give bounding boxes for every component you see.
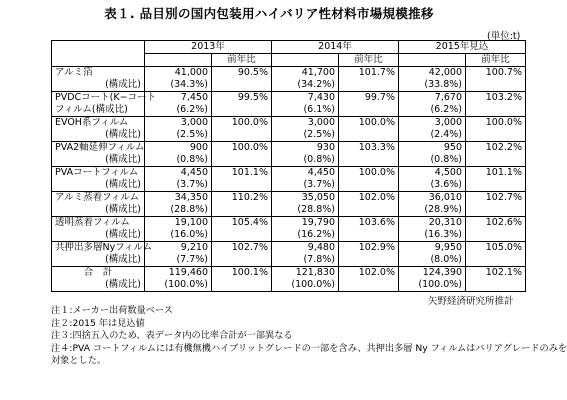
ratio-2013: 90.5% bbox=[212, 67, 272, 80]
item-name: アルミ蒸着フィルム bbox=[52, 192, 145, 205]
header-row-years bbox=[52, 41, 526, 54]
table-row-share bbox=[52, 129, 526, 142]
ratio-header-2013: 前年比 bbox=[212, 54, 272, 67]
header-corner bbox=[52, 41, 145, 54]
ratio-2014: 102.0% bbox=[339, 192, 399, 205]
ratio-blank-2013 bbox=[212, 279, 272, 292]
table-row-share bbox=[52, 279, 526, 292]
share-2015: (3.6%) bbox=[399, 179, 466, 192]
volume-2015: 3,000 bbox=[399, 117, 466, 130]
table-row-share bbox=[52, 179, 526, 192]
share-2015: (2.4%) bbox=[399, 129, 466, 142]
ratio-2013: 100.1% bbox=[212, 267, 272, 280]
ratio-2014: 102.0% bbox=[339, 267, 399, 280]
header-row-ratio bbox=[52, 54, 526, 67]
volume-2013: 900 bbox=[145, 142, 212, 155]
ratio-2014: 100.0% bbox=[339, 167, 399, 180]
table-row bbox=[52, 117, 526, 130]
table-row bbox=[52, 267, 526, 280]
ratio-blank-2013 bbox=[212, 104, 272, 117]
item-name: PVDCコート(K−コート bbox=[52, 92, 145, 105]
ratio-blank-2014 bbox=[339, 204, 399, 217]
share-label: (構成比) bbox=[52, 154, 145, 167]
footnote-4-continued: 対象とした。 bbox=[51, 355, 107, 366]
volume-2013: 9,210 bbox=[145, 242, 212, 255]
table-row-share bbox=[52, 154, 526, 167]
share-2013: (0.8%) bbox=[145, 154, 212, 167]
ratio-2014: 103.6% bbox=[339, 217, 399, 230]
share-2015: (28.9%) bbox=[399, 204, 466, 217]
volume-2013: 19,100 bbox=[145, 217, 212, 230]
volume-2015: 9,950 bbox=[399, 242, 466, 255]
share-2015: (16.3%) bbox=[399, 229, 466, 242]
ratio-header-2015: 前年比 bbox=[466, 54, 526, 67]
ratio-blank-2015 bbox=[466, 104, 526, 117]
ratio-blank-2015 bbox=[466, 154, 526, 167]
header-blank-2015 bbox=[399, 54, 466, 67]
ratio-2013: 101.1% bbox=[212, 167, 272, 180]
ratio-2013: 105.4% bbox=[212, 217, 272, 230]
ratio-2015: 100.7% bbox=[466, 67, 526, 80]
ratio-2015: 105.0% bbox=[466, 242, 526, 255]
ratio-2015: 102.2% bbox=[466, 142, 526, 155]
share-label: (構成比) bbox=[52, 179, 145, 192]
ratio-blank-2014 bbox=[339, 154, 399, 167]
item-name: 共押出多層Nyフィルム bbox=[52, 242, 145, 255]
volume-2014: 3,000 bbox=[272, 117, 339, 130]
volume-2013: 119,460 bbox=[145, 267, 212, 280]
table-title: 表１. 品目別の国内包装用ハイバリア性材料市場規模推移 bbox=[104, 6, 434, 21]
ratio-2015: 101.1% bbox=[466, 167, 526, 180]
share-2014: (28.8%) bbox=[272, 204, 339, 217]
item-name: PVAコートフィルム bbox=[52, 167, 145, 180]
ratio-2013: 100.0% bbox=[212, 142, 272, 155]
table-row bbox=[52, 192, 526, 205]
ratio-2013: 99.5% bbox=[212, 92, 272, 105]
table-row-share bbox=[52, 104, 526, 117]
share-2015: (100.0%) bbox=[399, 279, 466, 292]
ratio-blank-2013 bbox=[212, 79, 272, 92]
share-2013: (3.7%) bbox=[145, 179, 212, 192]
volume-2013: 41,000 bbox=[145, 67, 212, 80]
table-row bbox=[52, 92, 526, 105]
ratio-2014: 101.7% bbox=[339, 67, 399, 80]
item-name: アルミ箔 bbox=[52, 67, 145, 80]
ratio-header-2014: 前年比 bbox=[339, 54, 399, 67]
footnotes bbox=[51, 305, 567, 368]
ratio-blank-2014 bbox=[339, 229, 399, 242]
footnote-2: 注２:2015 年は見込値 bbox=[51, 317, 145, 329]
ratio-2014: 99.7% bbox=[339, 92, 399, 105]
header-blank-2013 bbox=[145, 54, 212, 67]
share-2014: (6.1%) bbox=[272, 104, 339, 117]
footnote-1: 注１:メーカー出荷数量ベース bbox=[51, 305, 173, 316]
table-row-share bbox=[52, 204, 526, 217]
volume-2013: 34,350 bbox=[145, 192, 212, 205]
share-label: (構成比) bbox=[52, 254, 145, 267]
ratio-blank-2013 bbox=[212, 154, 272, 167]
volume-2015: 4,500 bbox=[399, 167, 466, 180]
volume-2014: 4,450 bbox=[272, 167, 339, 180]
table-row-share bbox=[52, 229, 526, 242]
share-2014: (7.8%) bbox=[272, 254, 339, 267]
share-2014: (2.5%) bbox=[272, 129, 339, 142]
share-2013: (16.0%) bbox=[145, 229, 212, 242]
share-2015: (6.2%) bbox=[399, 104, 466, 117]
ratio-blank-2013 bbox=[212, 229, 272, 242]
source-note: 矢野経済研究所推計 bbox=[428, 296, 514, 307]
ratio-blank-2015 bbox=[466, 179, 526, 192]
market-size-table bbox=[51, 40, 526, 292]
ratio-2013: 100.0% bbox=[212, 117, 272, 130]
ratio-2015: 100.0% bbox=[466, 117, 526, 130]
ratio-blank-2014 bbox=[339, 179, 399, 192]
ratio-2013: 110.2% bbox=[212, 192, 272, 205]
volume-2014: 7,430 bbox=[272, 92, 339, 105]
volume-2015: 124,390 bbox=[399, 267, 466, 280]
header-corner-lower bbox=[52, 54, 145, 67]
share-label: (構成比) bbox=[52, 229, 145, 242]
ratio-2014: 102.9% bbox=[339, 242, 399, 255]
table-row-share bbox=[52, 79, 526, 92]
item-name: EVOH系フィルム bbox=[52, 117, 145, 130]
footnote-4: 注４:PVA コートフィルムには有機無機ハイブリットグレードの一部を含み、共押出多層 Ny フィルムはバリアグレードのみを bbox=[51, 342, 567, 354]
volume-2014: 9,480 bbox=[272, 242, 339, 255]
table-row bbox=[52, 167, 526, 180]
item-name: PVA2軸延伸フィルム bbox=[52, 142, 145, 155]
ratio-2014: 100.0% bbox=[339, 117, 399, 130]
table-row-share bbox=[52, 254, 526, 267]
share-2014: (16.2%) bbox=[272, 229, 339, 242]
share-label: (構成比) bbox=[52, 129, 145, 142]
ratio-blank-2015 bbox=[466, 254, 526, 267]
table-row bbox=[52, 217, 526, 230]
volume-2014: 930 bbox=[272, 142, 339, 155]
table-row bbox=[52, 242, 526, 255]
share-2013: (7.7%) bbox=[145, 254, 212, 267]
share-2013: (2.5%) bbox=[145, 129, 212, 142]
share-2014: (0.8%) bbox=[272, 154, 339, 167]
year-header-2013: 2013年 bbox=[145, 41, 272, 54]
ratio-blank-2014 bbox=[339, 129, 399, 142]
ratio-2013: 102.7% bbox=[212, 242, 272, 255]
ratio-2015: 102.6% bbox=[466, 217, 526, 230]
ratio-2015: 103.2% bbox=[466, 92, 526, 105]
volume-2015: 7,670 bbox=[399, 92, 466, 105]
share-2013: (34.3%) bbox=[145, 79, 212, 92]
ratio-2015: 102.1% bbox=[466, 267, 526, 280]
volume-2013: 3,000 bbox=[145, 117, 212, 130]
ratio-blank-2014 bbox=[339, 279, 399, 292]
share-2013: (100.0%) bbox=[145, 279, 212, 292]
header-blank-2014 bbox=[272, 54, 339, 67]
volume-2015: 36,010 bbox=[399, 192, 466, 205]
volume-2013: 4,450 bbox=[145, 167, 212, 180]
ratio-2015: 102.7% bbox=[466, 192, 526, 205]
ratio-blank-2013 bbox=[212, 254, 272, 267]
volume-2015: 20,310 bbox=[399, 217, 466, 230]
table-row bbox=[52, 67, 526, 80]
volume-2015: 950 bbox=[399, 142, 466, 155]
share-label: (構成比) bbox=[52, 204, 145, 217]
ratio-blank-2013 bbox=[212, 204, 272, 217]
share-2013: (28.8%) bbox=[145, 204, 212, 217]
ratio-blank-2015 bbox=[466, 79, 526, 92]
share-2014: (34.2%) bbox=[272, 79, 339, 92]
year-header-2015: 2015年見込 bbox=[399, 41, 526, 54]
share-2015: (0.8%) bbox=[399, 154, 466, 167]
share-label: (構成比) bbox=[52, 279, 145, 292]
share-2015: (33.8%) bbox=[399, 79, 466, 92]
volume-2014: 41,700 bbox=[272, 67, 339, 80]
share-label: フィルム(構成比) bbox=[52, 104, 145, 117]
share-2015: (8.0%) bbox=[399, 254, 466, 267]
volume-2015: 42,000 bbox=[399, 67, 466, 80]
ratio-blank-2015 bbox=[466, 129, 526, 142]
volume-2014: 35,050 bbox=[272, 192, 339, 205]
year-header-2014: 2014年 bbox=[272, 41, 399, 54]
table-row bbox=[52, 142, 526, 155]
share-2014: (3.7%) bbox=[272, 179, 339, 192]
item-name: 合 計 bbox=[52, 267, 145, 280]
ratio-2014: 103.3% bbox=[339, 142, 399, 155]
ratio-blank-2015 bbox=[466, 229, 526, 242]
ratio-blank-2014 bbox=[339, 79, 399, 92]
ratio-blank-2014 bbox=[339, 254, 399, 267]
ratio-blank-2015 bbox=[466, 279, 526, 292]
ratio-blank-2015 bbox=[466, 204, 526, 217]
ratio-blank-2014 bbox=[339, 104, 399, 117]
share-label: (構成比) bbox=[52, 79, 145, 92]
footnote-3: 注３:四捨五入のため、表データ内の比率合計が一部異なる bbox=[51, 330, 293, 341]
volume-2014: 121,830 bbox=[272, 267, 339, 280]
item-name: 透明蒸着フィルム bbox=[52, 217, 145, 230]
share-2013: (6.2%) bbox=[145, 104, 212, 117]
volume-2013: 7,450 bbox=[145, 92, 212, 105]
ratio-blank-2013 bbox=[212, 129, 272, 142]
volume-2014: 19,790 bbox=[272, 217, 339, 230]
share-2014: (100.0%) bbox=[272, 279, 339, 292]
unit-label: (単位:t) bbox=[487, 31, 521, 42]
ratio-blank-2013 bbox=[212, 179, 272, 192]
